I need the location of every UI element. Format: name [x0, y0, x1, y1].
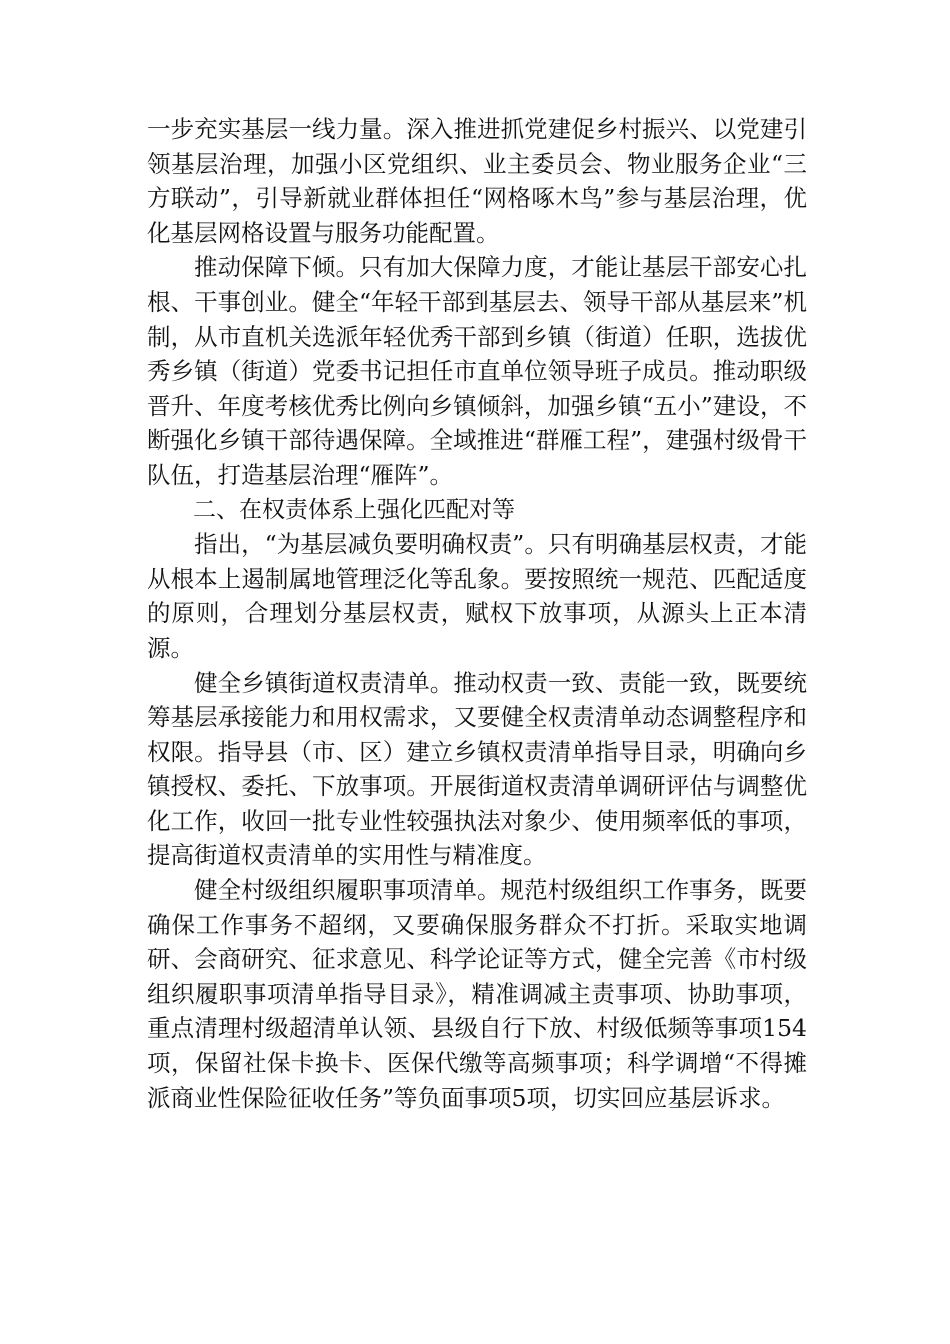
paragraph-4: 健全乡镇街道权责清单。推动权责一致、责能一致，既要统筹基层承接能力和用权需求，又要健全权责清单动态调整程序和权限。指导县（市、区）建立乡镇权责清单指导目录，明确向乡镇授权、委托、下放事项。开展街道权责清单调研评估与调整优化工作，收回一批专业性较强执法对象少、使用频率低的事项，提高街道权责清单的实用性与精准度。 — [147, 668, 807, 870]
paragraph-2: 推动保障下倾。只有加大保障力度，才能让基层干部安心扎根、干事创业。健全“年轻干部到基层去、领导干部从基层来”机制，从市直机关选派年轻优秀干部到乡镇（街道）任职，选拔优秀乡镇（街道）党委书记担任市直单位领导班子成员。推动职级晋升、年度考核优秀比例向乡镇倾斜，加强乡镇“五小”建设，不断强化乡镇干部待遇保障。全域推进“群雁工程”，建强村级骨干队伍，打造基层治理“雁阵”。 — [147, 253, 807, 489]
paragraph-5: 健全村级组织履职事项清单。规范村级组织工作事务，既要确保工作事务不超纲，又要确保服务群众不打折。采取实地调研、会商研究、征求意见、科学论证等方式，健全完善《市村级组织履职事项清单指导目录》，精准调减主责事项、协助事项，重点清理村级超清单认领、县级自行下放、村级低频等事项154项，保留社保卡换卡、医保代缴等高频事项；科学调增“不得摊派商业性保险征收任务”等负面事项5项，切实回应基层诉求。 — [147, 876, 807, 1112]
document-page — [147, 112, 807, 1115]
section-heading: 二、在权责体系上强化匹配对等 — [193, 496, 515, 523]
paragraph-3: 指出，“为基层减负要明确权责”。只有明确基层权责，才能从根本上遏制属地管理泛化等乱象。要按照统一规范、匹配适度的原则，合理划分基层权责，赋权下放事项，从源头上正本清源。 — [147, 530, 807, 662]
paragraph-1: 一步充实基层一线力量。深入推进抓党建促乡村振兴、以党建引领基层治理，加强小区党组织、业主委员会、物业服务企业“三方联动”，引导新就业群体担任“网格啄木鸟”参与基层治理，优化基层网格设置与服务功能配置。 — [147, 115, 807, 247]
